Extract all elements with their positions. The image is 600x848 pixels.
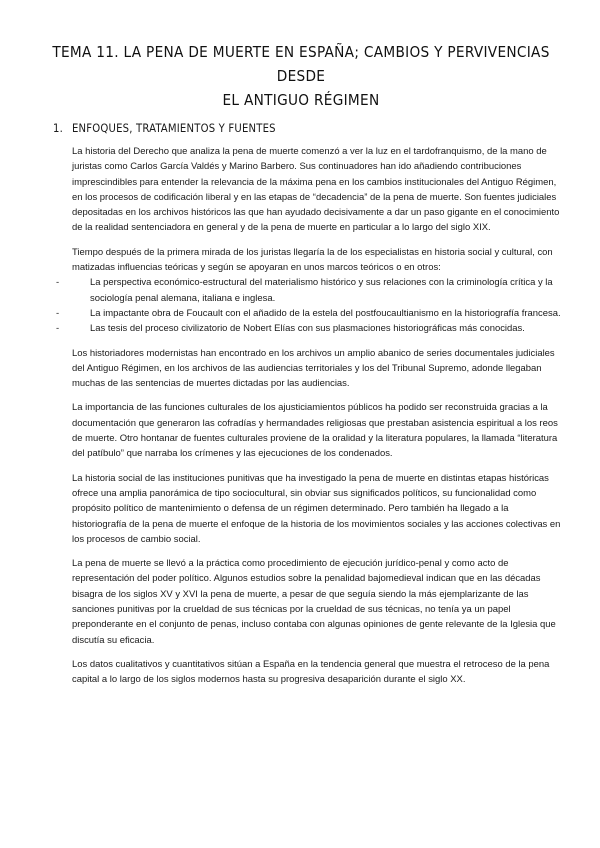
- title-line-2: EL ANTIGUO RÉGIMEN: [222, 91, 380, 109]
- paragraph-5: La historia social de las instituciones punitivas que ha investigado la pena de muerte en distintas etapas históricas ofrece una amplia panorámica de tipo sociocultural, sin obviar sus significados políticos, su funcionalidad como propósito político de mantenimiento o defensa de un régimen determinado. Pero también ha llegado a la historiografía de la pena de muerte el enfoque de la historia de los movimientos sociales y las acciones colectivas en los procesos de cambio social.: [72, 472, 561, 545]
- title-line-1: TEMA 11. LA PENA DE MUERTE EN ESPAÑA; CAMBIOS Y PERVIVENCIAS DESDE: [52, 43, 550, 85]
- list-item: - Las tesis del proceso civilizatorio de Nobert Elías con sus plasmaciones historiográficas más conocidas.: [72, 321, 562, 336]
- paragraph-7: Los datos cualitativos y cuantitativos sitúan a España en la tendencia general que muestra el retroceso de la pena capital a lo largo de los siglos modernos hasta su progresiva desaparición durante el siglo XX.: [72, 658, 550, 686]
- section-number: 1.: [53, 122, 63, 135]
- section-heading-text: ENFOQUES, TRATAMIENTOS Y FUENTES: [72, 122, 276, 135]
- paragraph-3: Los historiadores modernistas han encontrado en los archivos un amplio abanico de series documentales judiciales del Antiguo Régimen, en los archivos de las audiencias territoriales y los del Tribunal Supremo, adonde llegaban muchas de las sentencias de muertes dictadas por las audiencias.: [72, 347, 555, 390]
- section-heading: [53, 122, 562, 135]
- paragraph-2: Tiempo después de la primera mirada de los juristas llegaría la de los especialistas en historia social y cultural, con matizadas influencias teóricas y según se apoyaran en unos marcos teóricos o en otros:: [72, 246, 553, 274]
- list-item: - La impactante obra de Foucault con el añadido de la estela del postfoucaultianismo en la historiografía francesa.: [72, 306, 562, 321]
- paragraph-1: La historia del Derecho que analiza la pena de muerte comenzó a ver la luz en el tardofranquismo, de la mano de juristas como Carlos García Valdés y Marino Barbero. Sus continuadores han ido añadiendo contribuciones imprescindibles para entender la relevancia de la máxima pena en los cambios institucionales del Antiguo Régimen, en los procesos de codificación liberal y en las etapas de “decadencia” de la pena de muerte. Son fuentes judiciales depositadas en los archivos históricos las que han ayudado decisivamente a dar un paso gigante en el conocimiento de la realidad sentenciadora en general y de la pena de muerte en particular a lo largo del siglo XIX.: [72, 146, 560, 234]
- paragraph-4: La importancia de las funciones culturales de los ajusticiamientos públicos ha podido ser reconstruida gracias a la documentación que generaron las cofradías y hermandades religiosas que prestaban asistencia espiritual a los reos de muerte. Otro hontanar de fuentes culturales proviene de la oralidad y la literatura populares, la llamada “literatura del patíbulo” que narraba los crímenes y las ejecuciones de los condenados.: [72, 402, 558, 460]
- paragraph-6: La pena de muerte se llevó a la práctica como procedimiento de ejecución jurídico-penal y como acto de representación del poder político. Algunos estudios sobre la penalidad bajomedieval indican que en las décadas bisagra de los siglos XV y XVI la pena de muerte, a pesar de que seguía siendo la más ejemplarizante de las sanciones punitivas por la crueldad de sus técnicas por la crueldad de sus técnicas, no tenía ya un papel preponderante en el conjunto de penas, incluso contaba con algunas opiniones de gente relevante de la Iglesia que discutía su eficacia.: [72, 558, 556, 646]
- document-title: [26, 40, 576, 112]
- list-item: - La perspectiva económico-estructural del materialismo histórico y sus relaciones con la criminología crítica y la sociología penal alemana, italiana e inglesa.: [72, 275, 562, 306]
- approaches-list: [72, 275, 562, 336]
